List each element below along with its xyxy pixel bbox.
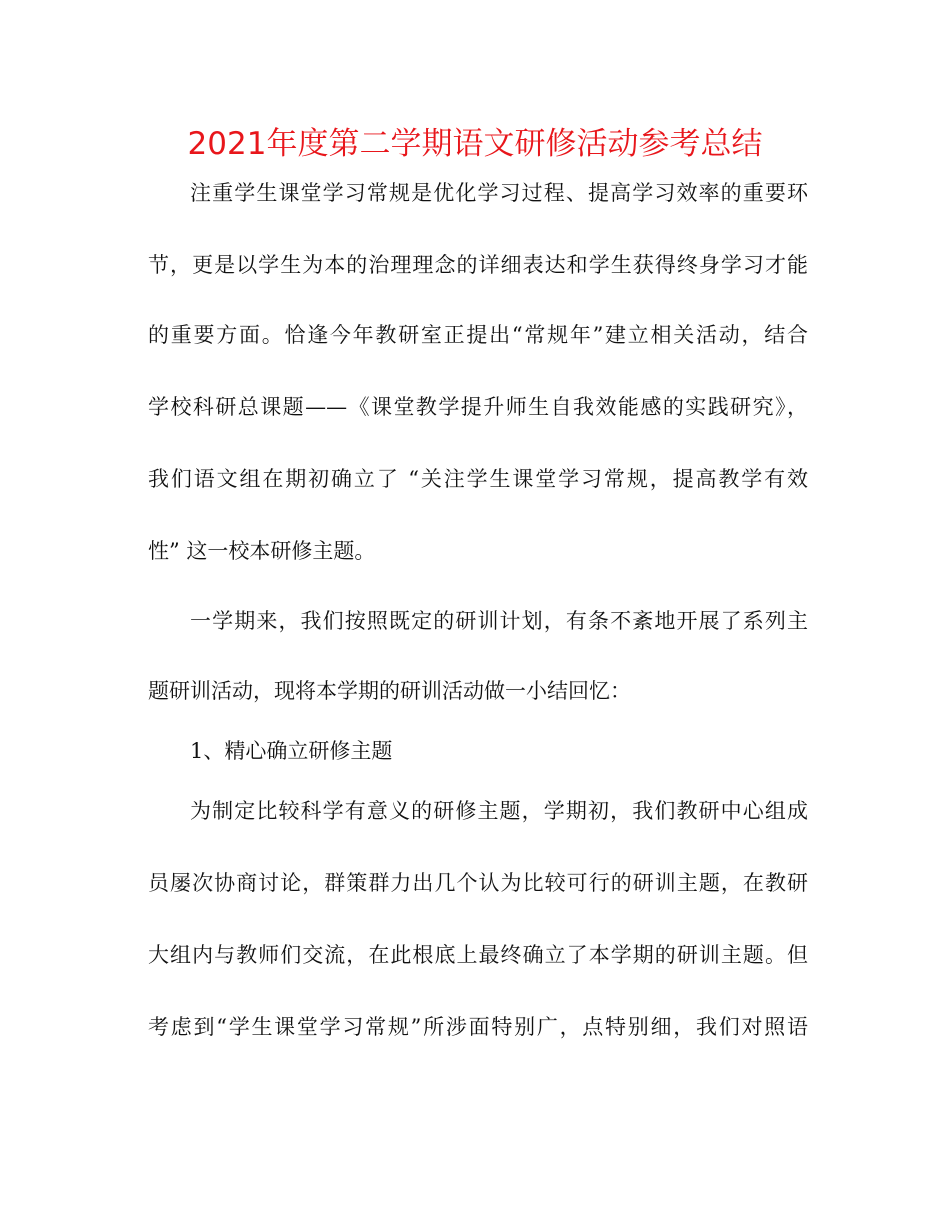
section-heading: 1、精心确立研修主题 [190, 739, 393, 763]
paragraph-line: 节，更是以学生为本的治理理念的详细表达和学生获得终身学习才能 [148, 253, 808, 277]
paragraph-line: 我们语文组在期初确立了 “关注学生课堂学习常规，提高教学有效 [148, 467, 808, 491]
paragraph-line: 的重要方面。恰逢今年教研室正提出“常规年”建立相关活动，结合 [148, 323, 808, 347]
paragraph-line: 学校科研总课题——《课堂教学提升师生自我效能感的实践研究》， [148, 395, 808, 419]
paragraph-line: 员屡次协商讨论，群策群力出几个认为比较可行的研训主题，在教研 [148, 871, 808, 895]
document-title: 2021年度第二学期语文研修活动参考总结 [187, 126, 763, 162]
paragraph-line: 为制定比较科学有意义的研修主题，学期初，我们教研中心组成 [190, 799, 808, 823]
paragraph-line: 大组内与教师们交流，在此根底上最终确立了本学期的研训主题。但 [148, 943, 808, 967]
paragraph-line: 一学期来，我们按照既定的研训计划，有条不紊地开展了系列主 [190, 609, 808, 633]
paragraph-line: 性” 这一校本研修主题。 [148, 539, 376, 563]
paragraph-line: 注重学生课堂学习常规是优化学习过程、提高学习效率的重要环 [190, 181, 808, 205]
paragraph-line: 考虑到“学生课堂学习常规”所涉面特别广，点特别细，我们对照语 [148, 1015, 808, 1039]
paragraph-line: 题研训活动，现将本学期的研训活动做一小结回忆： [148, 679, 631, 703]
